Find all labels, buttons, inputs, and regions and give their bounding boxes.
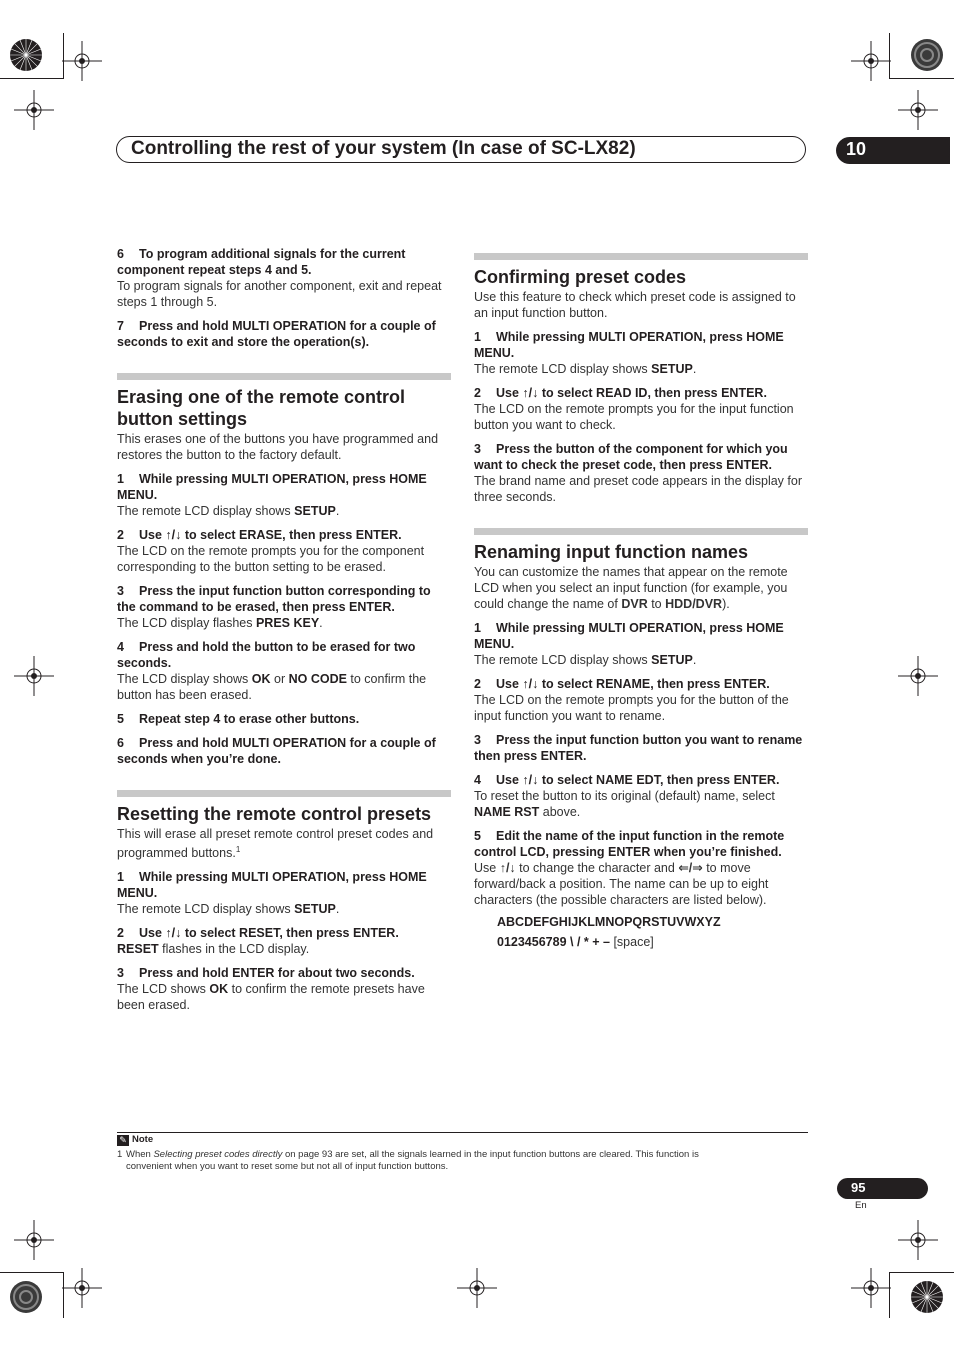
up-down-arrow-icon: ↑/↓ bbox=[499, 861, 516, 875]
up-down-arrow-icon: ↑/↓ bbox=[522, 773, 539, 787]
note-divider bbox=[117, 1132, 808, 1133]
rename-step-3: 3 Press the input function button you want to rename then press ENTER. bbox=[474, 733, 803, 763]
rename-section-title: Renaming input function names bbox=[474, 542, 749, 562]
confirm-step-3-body: The brand name and preset code appears in the display for three seconds. bbox=[474, 474, 802, 504]
step-7: 7 Press and hold MULTI OPERATION for a couple of seconds to exit and store the operation(s). bbox=[117, 319, 436, 349]
erase-step-2: 2 Use ↑/↓ to select ERASE, then press ENTER. bbox=[117, 528, 402, 542]
confirm-step-1: 1 While pressing MULTI OPERATION, press HOME MENU. bbox=[474, 330, 784, 360]
section-divider bbox=[474, 528, 808, 535]
charset-letters: ABCDEFGHIJKLMNOPQRSTUVWXYZ bbox=[497, 915, 721, 929]
rename-step-1: 1 While pressing MULTI OPERATION, press HOME MENU. bbox=[474, 621, 784, 651]
up-down-arrow-icon: ↑/↓ bbox=[522, 677, 539, 691]
erase-intro: This erases one of the buttons you have programmed and restores the button to the factory default. bbox=[117, 432, 439, 462]
rename-intro: You can customize the names that appear on the remote LCD when you select an input function (for example, you could change the name of DVR to HDD/DVR). bbox=[474, 565, 788, 611]
confirm-intro: Use this feature to check which preset code is assigned to an input function button. bbox=[474, 290, 796, 320]
rename-step-1-body: The remote LCD display shows SETUP. bbox=[474, 653, 697, 667]
erase-step-6: 6 Press and hold MULTI OPERATION for a couple of seconds when you’re done. bbox=[117, 736, 436, 766]
reset-step-1: 1 While pressing MULTI OPERATION, press HOME MENU. bbox=[117, 870, 427, 901]
up-down-arrow-icon: ↑/↓ bbox=[165, 528, 182, 542]
chapter-number-tab bbox=[836, 137, 950, 164]
reset-intro: This will erase all preset remote control preset codes and programmed buttons.$^1$ bbox=[117, 827, 434, 861]
crosshair-icon bbox=[14, 656, 54, 696]
reset-step-3-body: The LCD shows OK to confirm the remote presets have been erased. bbox=[117, 982, 425, 1013]
footnote-ref: 1 bbox=[235, 845, 241, 854]
crosshair-icon bbox=[898, 656, 938, 696]
crosshair-icon bbox=[14, 90, 54, 130]
erase-step-3: 3 Press the input function button corresponding to the command to be erased, then press ENTER. bbox=[117, 584, 431, 614]
rename-step-4: 4 Use ↑/↓ to select NAME EDT, then press ENTER. bbox=[474, 773, 780, 787]
confirm-step-2: 2 Use ↑/↓ to select READ ID, then press ENTER. bbox=[474, 386, 767, 400]
crosshair-icon bbox=[898, 1220, 938, 1260]
crosshair-icon bbox=[62, 41, 102, 81]
page-number: 95 bbox=[837, 1178, 928, 1199]
registration-sunburst-icon bbox=[9, 1280, 43, 1314]
note-heading: ✎ Note bbox=[117, 1134, 153, 1146]
pencil-icon: ✎ bbox=[117, 1135, 129, 1146]
erase-step-1-body: The remote LCD display shows SETUP. bbox=[117, 504, 340, 518]
erase-step-2-body: The LCD on the remote prompts you for the component corresponding to the button setting to be erased. bbox=[117, 544, 425, 574]
confirm-section-title: Confirming preset codes bbox=[474, 267, 687, 287]
section-divider bbox=[117, 790, 451, 797]
chapter-number: 10 bbox=[846, 139, 867, 159]
erase-section-title: Erasing one of the remote control button settings bbox=[117, 387, 406, 429]
reset-step-2-body: RESET flashes in the LCD display. bbox=[117, 942, 310, 957]
confirm-step-2-body: The LCD on the remote prompts you for the input function button you want to check. bbox=[474, 402, 794, 432]
reset-section-title: Resetting the remote control presets bbox=[117, 804, 432, 824]
confirm-step-3: 3 Press the button of the component for which you want to check the preset code, then press ENTER. bbox=[474, 442, 788, 472]
reset-step-2: 2 Use ↑/↓ to select RESET, then press ENTER. bbox=[117, 926, 399, 941]
up-down-arrow-icon: ↑/↓ bbox=[522, 386, 539, 400]
erase-step-5: 5 Repeat step 4 to erase other buttons. bbox=[117, 712, 360, 726]
left-column bbox=[117, 246, 451, 1013]
section-divider bbox=[474, 253, 808, 260]
crosshair-icon bbox=[851, 41, 891, 81]
rename-step-4-body: To reset the button to its original (default) name, select NAME RST above. bbox=[474, 789, 775, 819]
chapter-title: Controlling the rest of your system (In case of SC-LX82) bbox=[131, 138, 636, 159]
left-right-arrow-icon: ⇐/⇒ bbox=[678, 861, 703, 875]
language-code: En bbox=[855, 1200, 867, 1211]
erase-step-4-body: The LCD display shows OK or NO CODE to confirm the button has been erased. bbox=[117, 672, 427, 702]
rename-step-5: 5 Edit the name of the input function in the remote control LCD, pressing ENTER when you’re finished. bbox=[474, 829, 785, 859]
charset-symbols: 0123456789 \ / * + – [space] bbox=[497, 935, 654, 949]
rename-step-2-body: The LCD on the remote prompts you for the button of the input function you want to rename. bbox=[474, 693, 789, 723]
crosshair-icon bbox=[898, 90, 938, 130]
right-column bbox=[474, 246, 808, 950]
registration-sunburst-icon bbox=[9, 38, 43, 72]
up-down-arrow-icon: ↑/↓ bbox=[165, 926, 182, 941]
registration-sunburst-icon bbox=[910, 1280, 944, 1314]
registration-sunburst-icon bbox=[910, 38, 944, 72]
footnote: 1 When Selecting preset codes directly on page 93 are set, all the signals learned in the input function buttons are cleared. This function is convenient when you want to reset some but not all of input function buttons. bbox=[117, 1149, 699, 1172]
reset-step-3: 3 Press and hold ENTER for about two seconds. bbox=[117, 966, 415, 981]
crosshair-icon bbox=[851, 1268, 891, 1308]
crosshair-icon bbox=[62, 1268, 102, 1308]
section-divider bbox=[117, 373, 451, 380]
crosshair-icon bbox=[14, 1220, 54, 1260]
step-6-body: To program signals for another component, exit and repeat steps 1 through 5. bbox=[117, 279, 442, 309]
chapter-header bbox=[116, 136, 806, 163]
confirm-step-1-body: The remote LCD display shows SETUP. bbox=[474, 362, 697, 376]
step-6: 6 To program additional signals for the current component repeat steps 4 and 5. bbox=[117, 247, 406, 277]
erase-step-4: 4 Press and hold the button to be erased for two seconds. bbox=[117, 640, 416, 670]
rename-step-5-body: Use ↑/↓ to change the character and ⇐/⇒ to move forward/back a position. The name can be up to eight characters (the possible characters are listed below). bbox=[474, 861, 769, 907]
crosshair-icon bbox=[457, 1268, 497, 1308]
reset-step-1-body: The remote LCD display shows SETUP. bbox=[117, 902, 340, 917]
erase-step-1: 1 While pressing MULTI OPERATION, press HOME MENU. bbox=[117, 472, 427, 502]
erase-step-3-body: The LCD display flashes PRES KEY. bbox=[117, 616, 323, 630]
rename-step-2: 2 Use ↑/↓ to select RENAME, then press ENTER. bbox=[474, 677, 770, 691]
